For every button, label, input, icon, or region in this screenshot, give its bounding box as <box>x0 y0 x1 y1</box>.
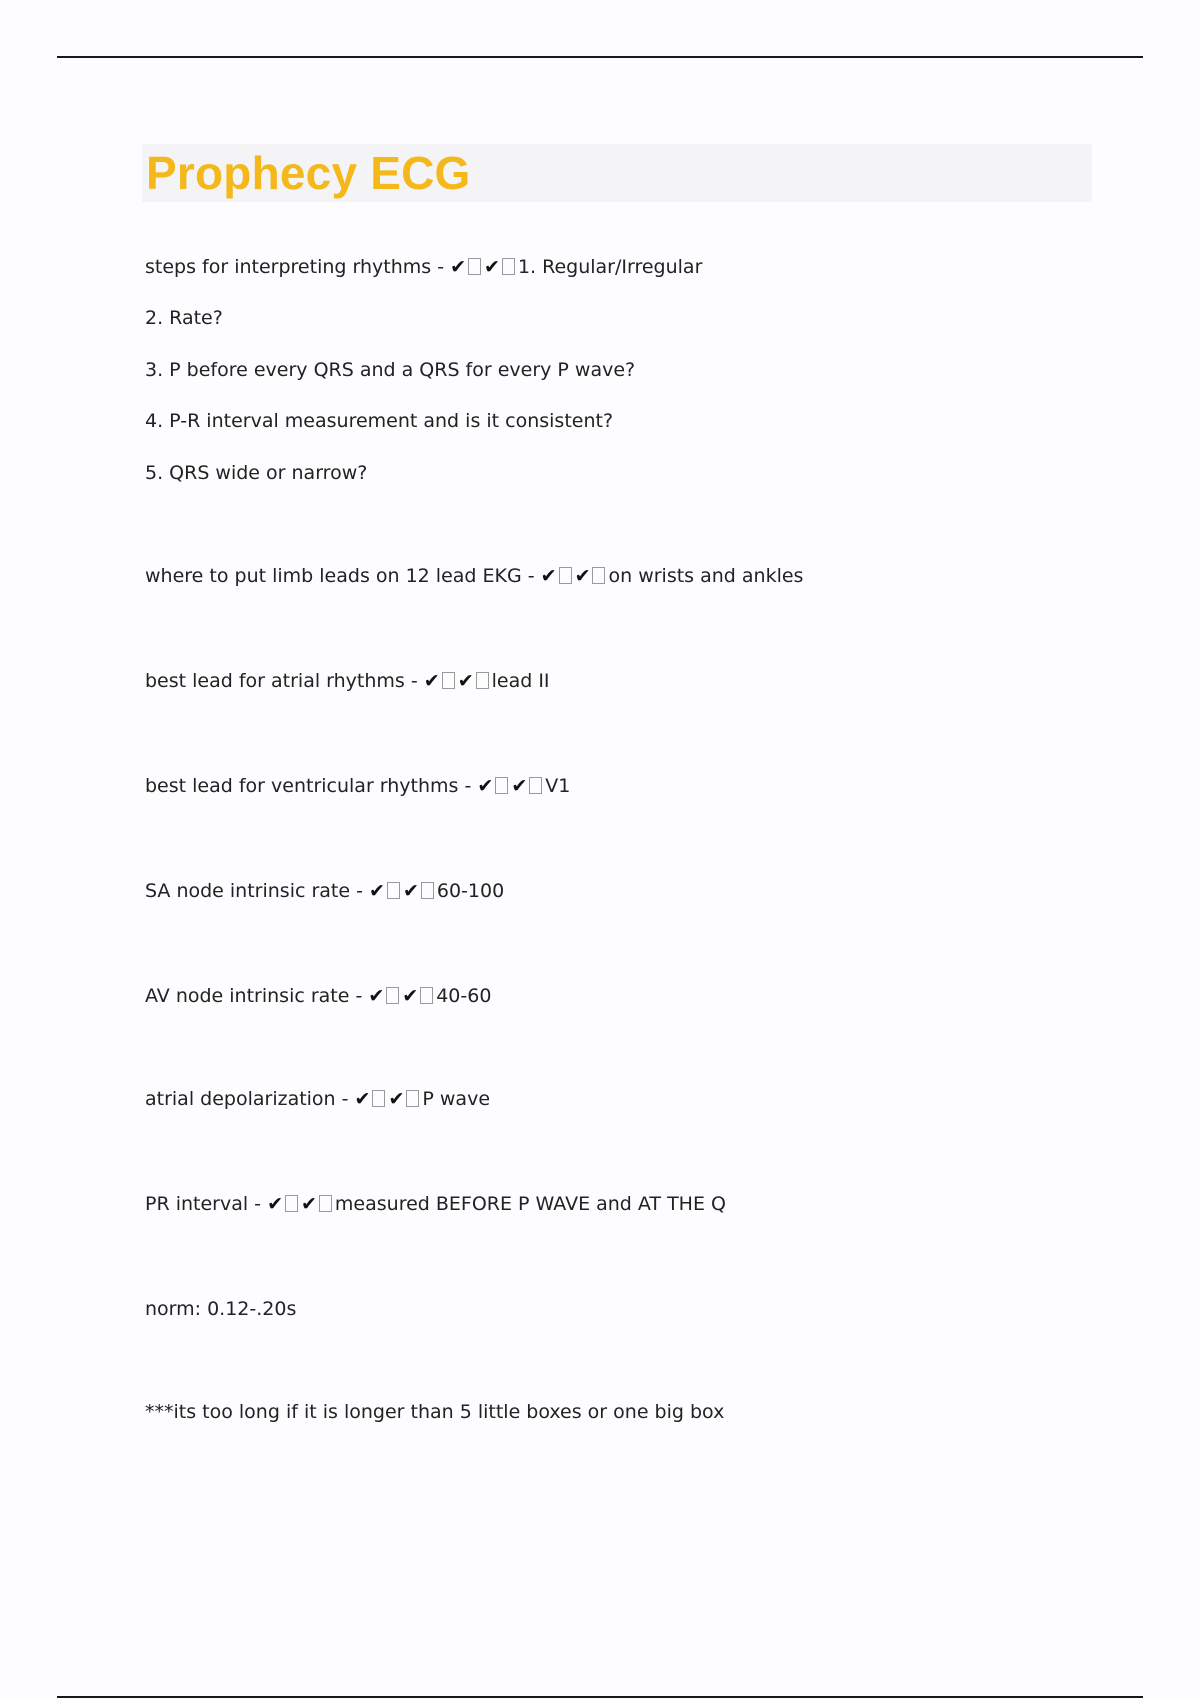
card-line-av-node <box>145 984 491 1008</box>
missing-glyph-icon <box>502 258 515 275</box>
card-answer: 60-100 <box>436 880 505 902</box>
missing-glyph-icon <box>421 882 434 899</box>
missing-glyph-icon <box>559 567 572 584</box>
card-line-atrial-lead <box>145 669 550 693</box>
card-text: ***its too long if it is longer than 5 little boxes or one big box <box>145 1401 725 1423</box>
card-answer: on wrists and ankles <box>608 565 804 587</box>
card-answer: P wave <box>422 1088 491 1110</box>
card-answer: 1. Regular/Irregular <box>517 256 703 278</box>
check-icon: ✔ <box>354 1088 371 1110</box>
missing-glyph-icon <box>592 567 605 584</box>
check-icon: ✔ <box>511 775 528 797</box>
card-term: PR interval - <box>145 1193 268 1215</box>
card-text: 2. Rate? <box>145 307 223 329</box>
check-icon: ✔ <box>368 985 385 1007</box>
card-line-atrial-depolarization <box>145 1087 490 1111</box>
title-band <box>142 144 1092 202</box>
card-text: 4. P-R interval measurement and is it consistent? <box>145 410 614 432</box>
card-line-limb-leads <box>145 564 803 588</box>
card-term: best lead for ventricular rhythms - <box>145 775 478 797</box>
missing-glyph-icon <box>387 882 400 899</box>
card-line-norm <box>145 1297 296 1321</box>
missing-glyph-icon <box>442 672 455 689</box>
missing-glyph-icon <box>319 1195 332 1212</box>
missing-glyph-icon <box>285 1195 298 1212</box>
missing-glyph-icon <box>495 777 508 794</box>
card-term: SA node intrinsic rate - <box>145 880 370 902</box>
card-answer: measured BEFORE P WAVE and AT THE Q <box>334 1193 726 1215</box>
card-line-sa-node <box>145 879 504 903</box>
card-text: norm: 0.12-.20s <box>145 1298 297 1320</box>
card-line-pr-interval <box>145 1192 726 1216</box>
missing-glyph-icon <box>406 1090 419 1107</box>
card-term: AV node intrinsic rate - <box>145 985 369 1007</box>
card-term: steps for interpreting rhythms - <box>145 256 451 278</box>
missing-glyph-icon <box>468 258 481 275</box>
check-icon: ✔ <box>388 1088 405 1110</box>
check-icon: ✔ <box>574 565 591 587</box>
card-line-too-long <box>145 1400 724 1424</box>
check-icon: ✔ <box>423 670 440 692</box>
check-icon: ✔ <box>402 985 419 1007</box>
card-line-steps <box>145 255 702 279</box>
check-icon: ✔ <box>402 880 419 902</box>
missing-glyph-icon <box>386 987 399 1004</box>
check-icon: ✔ <box>267 1193 283 1215</box>
top-rule <box>57 56 1143 58</box>
card-line-pr-measure <box>145 409 613 433</box>
card-term: best lead for atrial rhythms - <box>145 670 424 692</box>
check-icon: ✔ <box>450 256 467 278</box>
card-line-qrs-width <box>145 461 367 485</box>
card-answer: 40-60 <box>436 985 492 1007</box>
missing-glyph-icon <box>372 1090 385 1107</box>
bottom-rule <box>57 1696 1143 1698</box>
missing-glyph-icon <box>529 777 542 794</box>
page-title: Prophecy ECG <box>146 147 471 199</box>
check-icon: ✔ <box>540 565 557 587</box>
missing-glyph-icon <box>476 672 489 689</box>
check-icon: ✔ <box>369 880 385 902</box>
card-line-p-qrs <box>145 358 635 382</box>
card-text: 3. P before every QRS and a QRS for every P wave? <box>145 359 636 381</box>
check-icon: ✔ <box>477 775 494 797</box>
card-text: 5. QRS wide or narrow? <box>145 462 368 484</box>
card-answer: V1 <box>545 775 571 797</box>
card-line-ventricular-lead <box>145 774 570 798</box>
missing-glyph-icon <box>420 987 433 1004</box>
check-icon: ✔ <box>484 256 500 278</box>
card-answer: lead II <box>491 670 550 692</box>
check-icon: ✔ <box>457 670 474 692</box>
card-line-rate <box>145 306 223 330</box>
check-icon: ✔ <box>301 1193 317 1215</box>
card-term: atrial depolarization - <box>145 1088 355 1110</box>
card-term: where to put limb leads on 12 lead EKG - <box>145 565 541 587</box>
